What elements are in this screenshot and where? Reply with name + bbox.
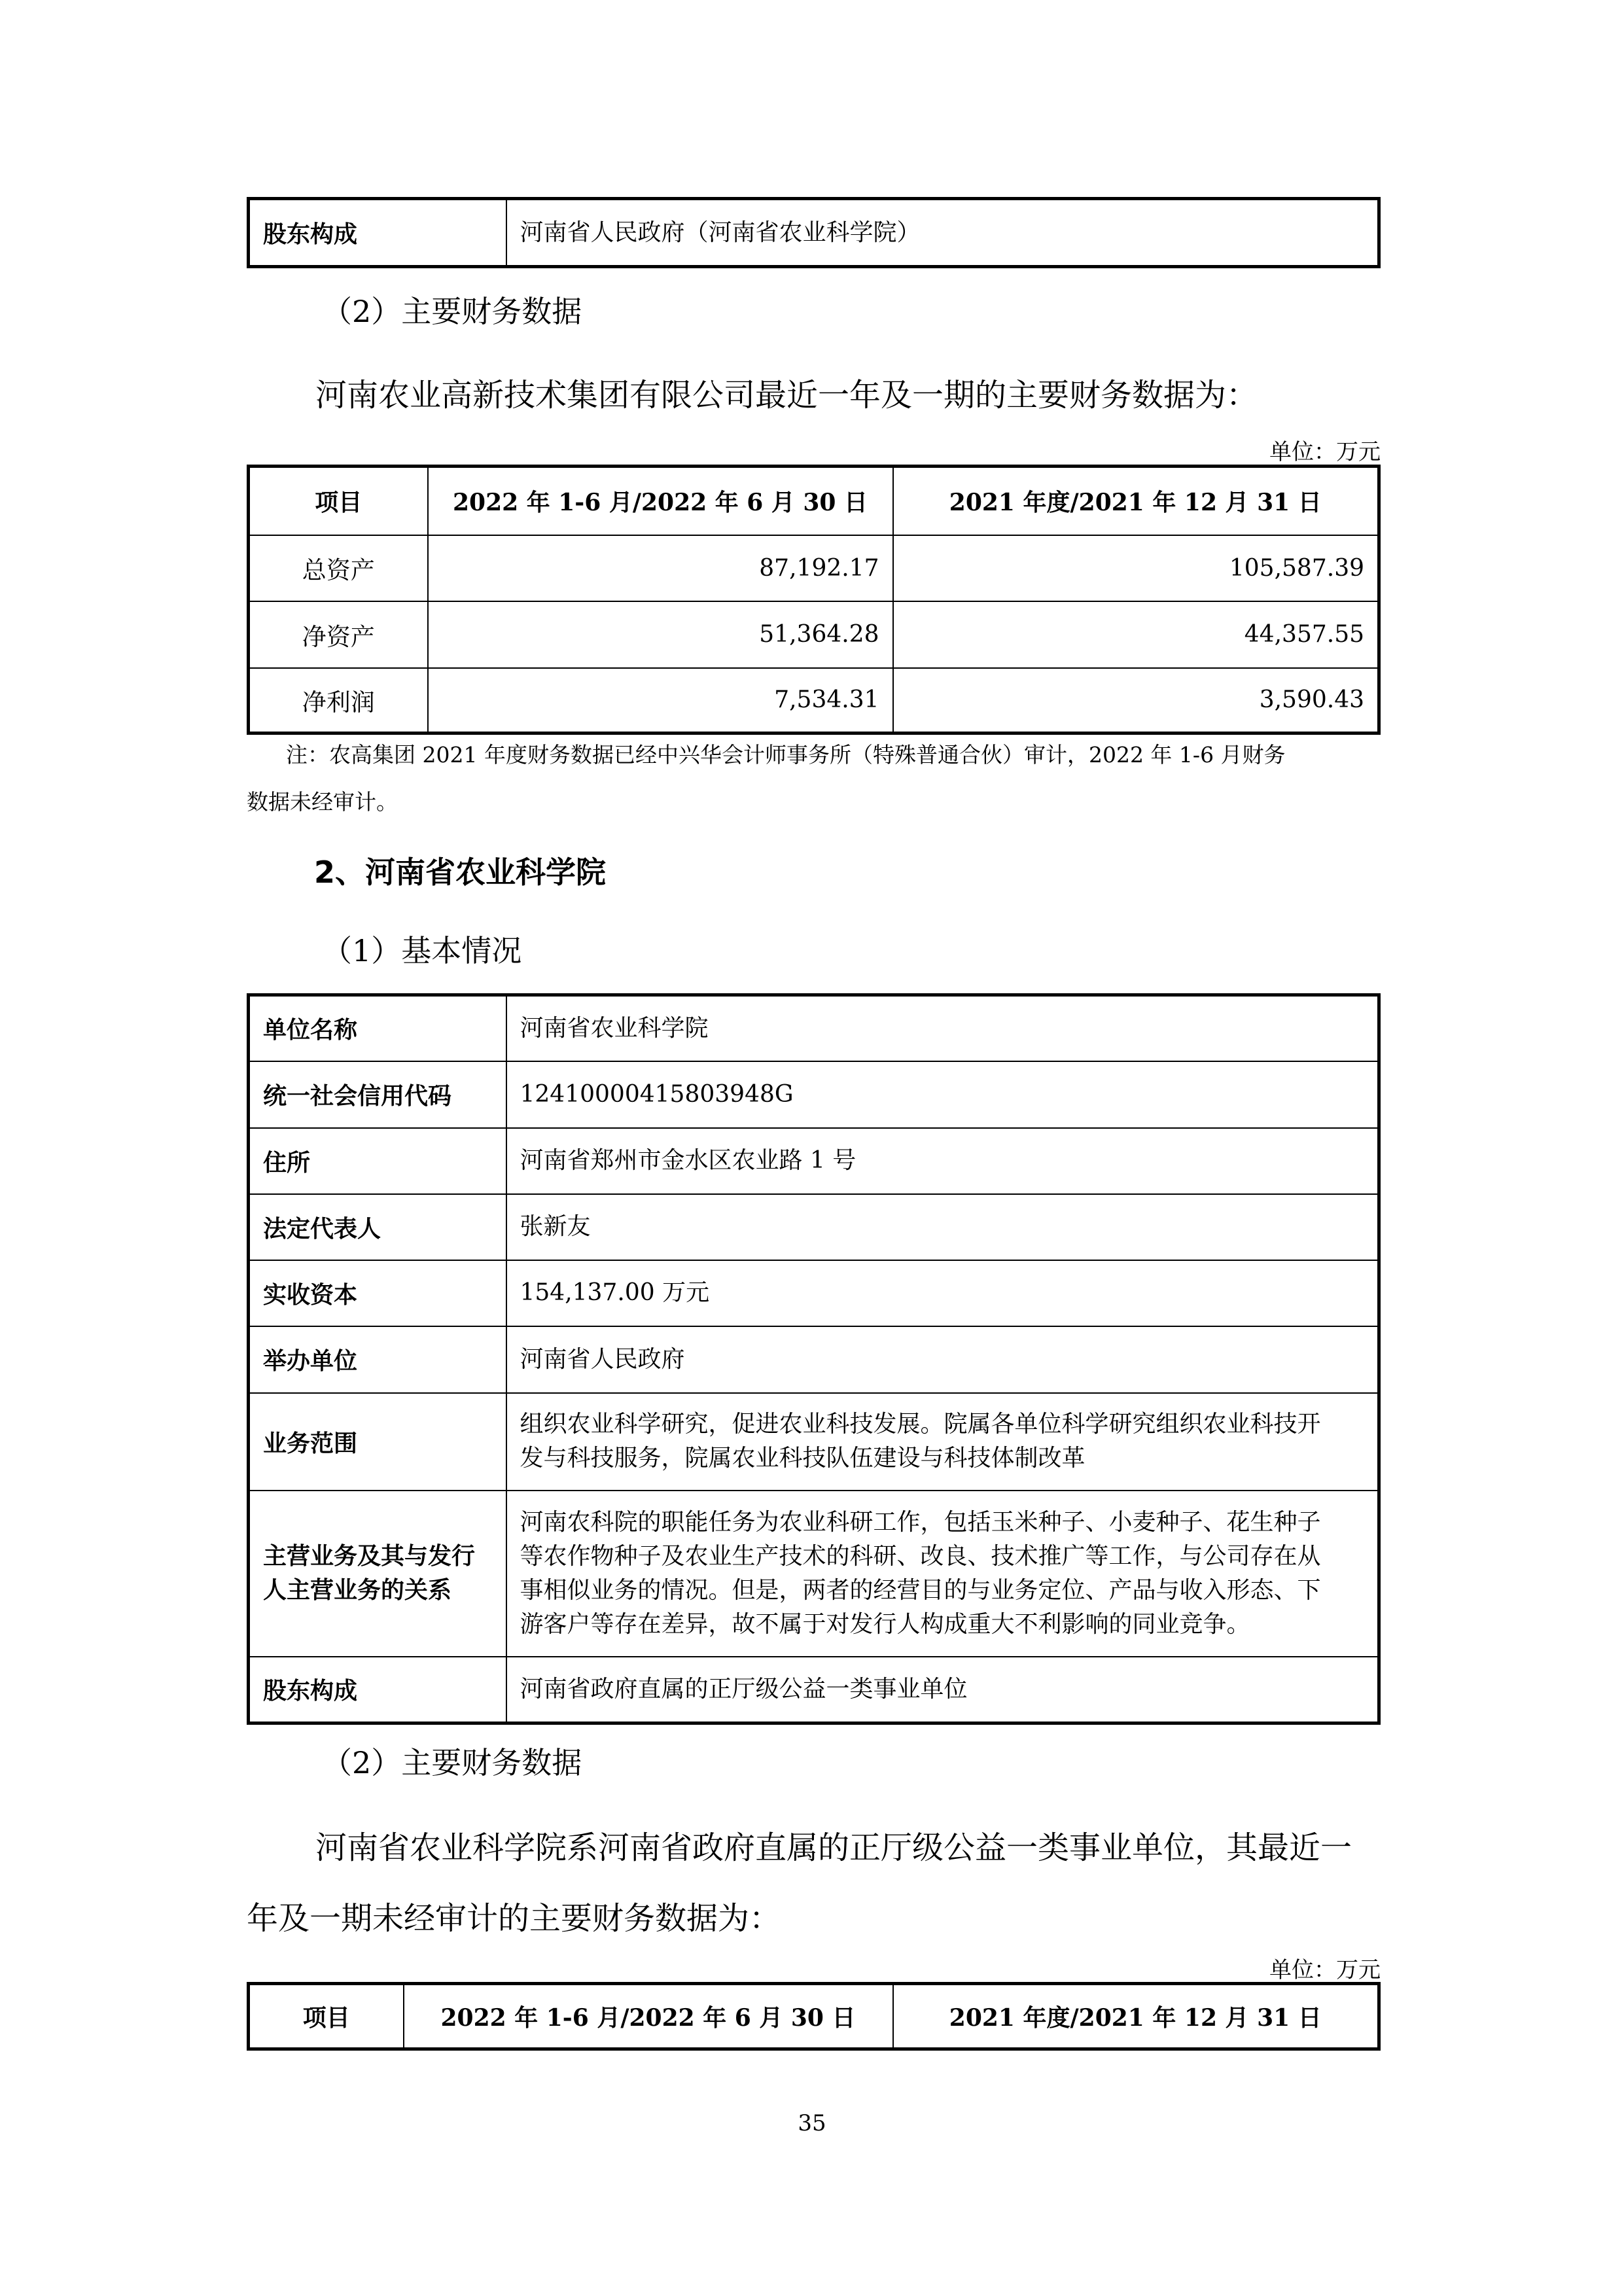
cell-value: 51,364.28 — [428, 601, 893, 668]
row-value — [506, 1393, 1379, 1491]
column-header: 2022 年 1-6 月/2022 年 6 月 30 日 — [404, 1984, 893, 2049]
row-value: 河南省政府直属的正厅级公益一类事业单位 — [506, 1657, 1379, 1723]
table-header-row — [249, 1984, 1379, 2049]
label-line: 人主营业务的关系 — [263, 1576, 452, 1604]
row-value: 河南省郑州市金水区农业路 1 号 — [506, 1128, 1379, 1194]
unit-label: 单位：万元 — [1269, 439, 1381, 465]
value-line: 河南农科院的职能任务为农业科研工作，包括玉米种子、小麦种子、花生种子 — [520, 1508, 1321, 1536]
value-line: 组织农业科学研究，促进农业科技发展。院属各单位科学研究组织农业科技开 — [520, 1411, 1321, 1438]
row-value — [506, 1491, 1379, 1657]
paragraph: 河南农业高新技术集团有限公司最近一年及一期的主要财务数据为： — [315, 377, 1258, 414]
cell-value: 3,590.43 — [893, 668, 1379, 733]
table-row — [249, 1491, 1379, 1657]
row-item: 总资产 — [249, 535, 428, 601]
row-value: 河南省农业科学院 — [506, 995, 1379, 1061]
value-line: 等农作物种子及农业生产技术的科研、改良、技术推广等工作，与公司存在从 — [520, 1542, 1321, 1570]
page-number: 35 — [798, 2110, 826, 2136]
unit-label: 单位：万元 — [1269, 1957, 1381, 1983]
top-info-table — [247, 197, 1381, 268]
section-title: 2、河南省农业科学院 — [314, 855, 607, 890]
column-header: 2021 年度/2021 年 12 月 31 日 — [893, 467, 1379, 535]
table-note: 数据未经审计。 — [247, 789, 398, 815]
row-item: 净利润 — [249, 668, 428, 733]
column-header: 项目 — [249, 1984, 404, 2049]
row-value: 河南省人民政府（河南省农业科学院） — [506, 199, 1379, 267]
row-label: 法定代表人 — [249, 1194, 506, 1260]
cell-value: 7,534.31 — [428, 668, 893, 733]
column-header: 2021 年度/2021 年 12 月 31 日 — [893, 1984, 1379, 2049]
table-row — [249, 601, 1379, 668]
table-row — [249, 668, 1379, 733]
row-label: 股东构成 — [249, 199, 506, 267]
column-header: 2022 年 1-6 月/2022 年 6 月 30 日 — [428, 467, 893, 535]
value-line: 发与科技服务，院属农业科技队伍建设与科技体制改革 — [520, 1445, 1086, 1472]
table-row — [249, 1393, 1379, 1491]
financial-table — [247, 465, 1381, 735]
financial-table — [247, 1982, 1381, 2051]
table-row — [249, 199, 1379, 267]
table-note: 注：农高集团 2021 年度财务数据已经中兴华会计师事务所（特殊普通合伙）审计，2022 年 1-6 月财务 — [286, 742, 1286, 768]
section-heading: （2）主要财务数据 — [322, 1745, 582, 1780]
table-row — [249, 1128, 1379, 1194]
row-label: 单位名称 — [249, 995, 506, 1061]
entity-info-table — [247, 993, 1381, 1725]
row-label: 业务范围 — [249, 1393, 506, 1491]
row-label: 统一社会信用代码 — [249, 1061, 506, 1128]
cell-value: 87,192.17 — [428, 535, 893, 601]
row-value: 张新友 — [506, 1194, 1379, 1260]
cell-value: 105,587.39 — [893, 535, 1379, 601]
table-row — [249, 1326, 1379, 1393]
table-row — [249, 535, 1379, 601]
row-label: 住所 — [249, 1128, 506, 1194]
section-heading: （1）基本情况 — [322, 933, 522, 968]
table-row — [249, 995, 1379, 1061]
section-heading: （2）主要财务数据 — [322, 294, 582, 329]
row-label: 举办单位 — [249, 1326, 506, 1393]
table-row — [249, 1061, 1379, 1128]
table-header-row — [249, 467, 1379, 535]
paragraph: 河南省农业科学院系河南省政府直属的正厅级公益一类事业单位，其最近一 — [315, 1829, 1352, 1866]
cell-value: 44,357.55 — [893, 601, 1379, 668]
table-row — [249, 1194, 1379, 1260]
row-label — [249, 1491, 506, 1657]
value-line: 游客户等存在差异，故不属于对发行人构成重大不利影响的同业竞争。 — [520, 1610, 1250, 1638]
paragraph: 年及一期未经审计的主要财务数据为： — [247, 1900, 781, 1937]
column-header: 项目 — [249, 467, 428, 535]
row-value: 154,137.00 万元 — [506, 1260, 1379, 1326]
row-label: 股东构成 — [249, 1657, 506, 1723]
value-line: 事相似业务的情况。但是，两者的经营目的与业务定位、产品与收入形态、下 — [520, 1576, 1321, 1604]
table-row — [249, 1260, 1379, 1326]
table-row — [249, 1657, 1379, 1723]
label-line: 主营业务及其与发行 — [263, 1542, 476, 1570]
row-value: 12410000415803948G — [506, 1061, 1379, 1128]
row-item: 净资产 — [249, 601, 428, 668]
row-label: 实收资本 — [249, 1260, 506, 1326]
row-value: 河南省人民政府 — [506, 1326, 1379, 1393]
